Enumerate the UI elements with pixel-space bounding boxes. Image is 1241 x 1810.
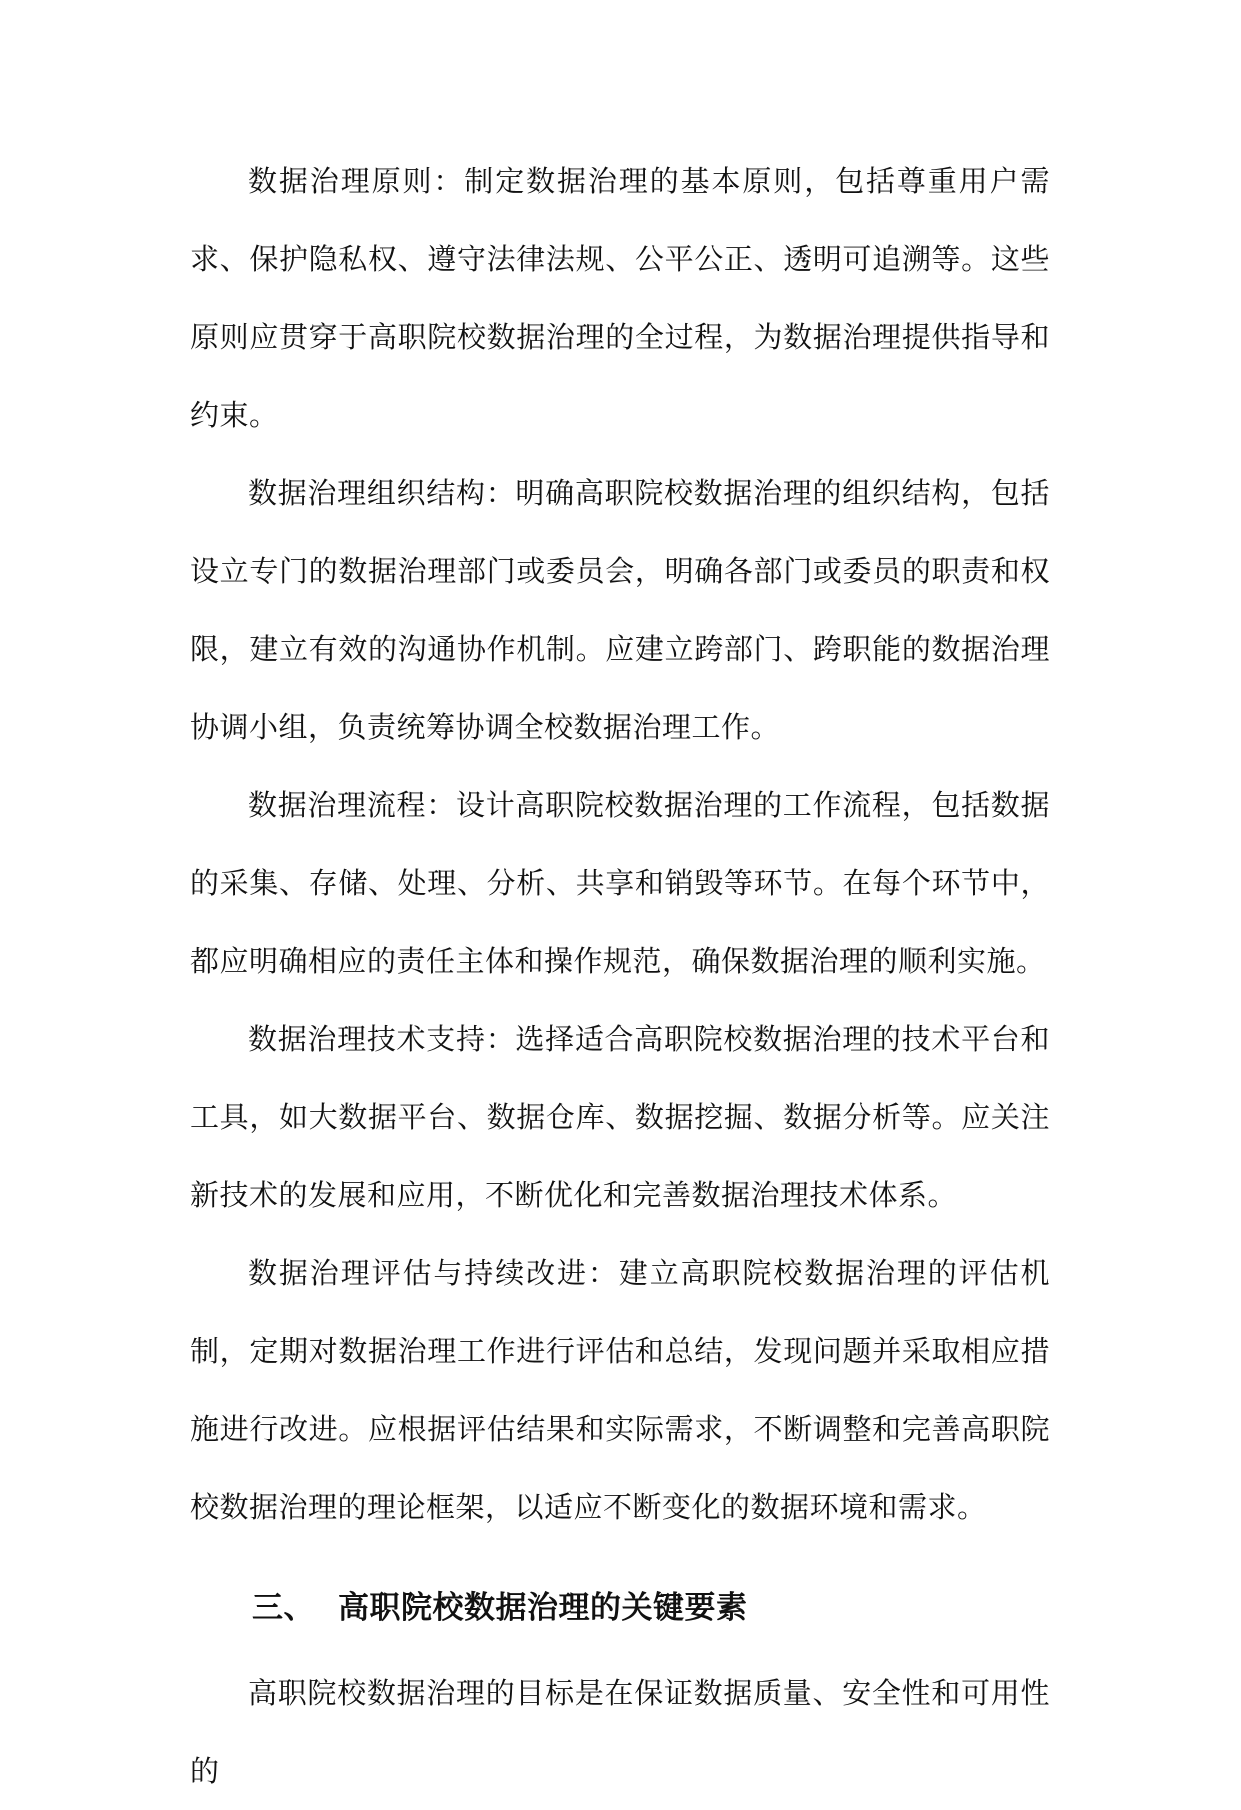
paragraph-governance-technology: 数据治理技术支持：选择适合高职院校数据治理的技术平台和工具，如大数据平台、数据仓库、数据挖掘、数据分析等。应关注新技术的发展和应用，不断优化和完善数据治理技术体系。 [190,1022,1050,1212]
paragraph-governance-evaluation: 数据治理评估与持续改进：建立高职院校数据治理的评估机制，定期对数据治理工作进行评估和总结，发现问题并采取相应措施进行改进。应根据评估结果和实际需求，不断调整和完善高职院校数据治理的理论框架，以适应不断变化的数据环境和需求。 [190,1256,1050,1524]
document-body [190,142,1050,1810]
paragraph-governance-organization: 数据治理组织结构：明确高职院校数据治理的组织结构，包括设立专门的数据治理部门或委员会，明确各部门或委员的职责和权限，建立有效的沟通协作机制。应建立跨部门、跨职能的数据治理协调小组，负责统筹协调全校数据治理工作。 [190,476,1050,744]
section-heading [190,1580,1050,1636]
section-number: 三、 [252,1590,315,1626]
paragraph-governance-principles: 数据治理原则：制定数据治理的基本原则，包括尊重用户需求、保护隐私权、遵守法律法规、公平公正、透明可追溯等。这些原则应贯穿于高职院校数据治理的全过程，为数据治理提供指导和约束。 [190,164,1050,432]
paragraph-governance-process: 数据治理流程：设计高职院校数据治理的工作流程，包括数据的采集、存储、处理、分析、共享和销毁等环节。在每个环节中，都应明确相应的责任主体和操作规范，确保数据治理的顺利实施。 [190,788,1050,978]
section-title: 高职院校数据治理的关键要素 [338,1590,748,1626]
paragraph-governance-goal: 高职院校数据治理的目标是在保证数据质量、安全性和可用性的 [190,1676,1050,1788]
